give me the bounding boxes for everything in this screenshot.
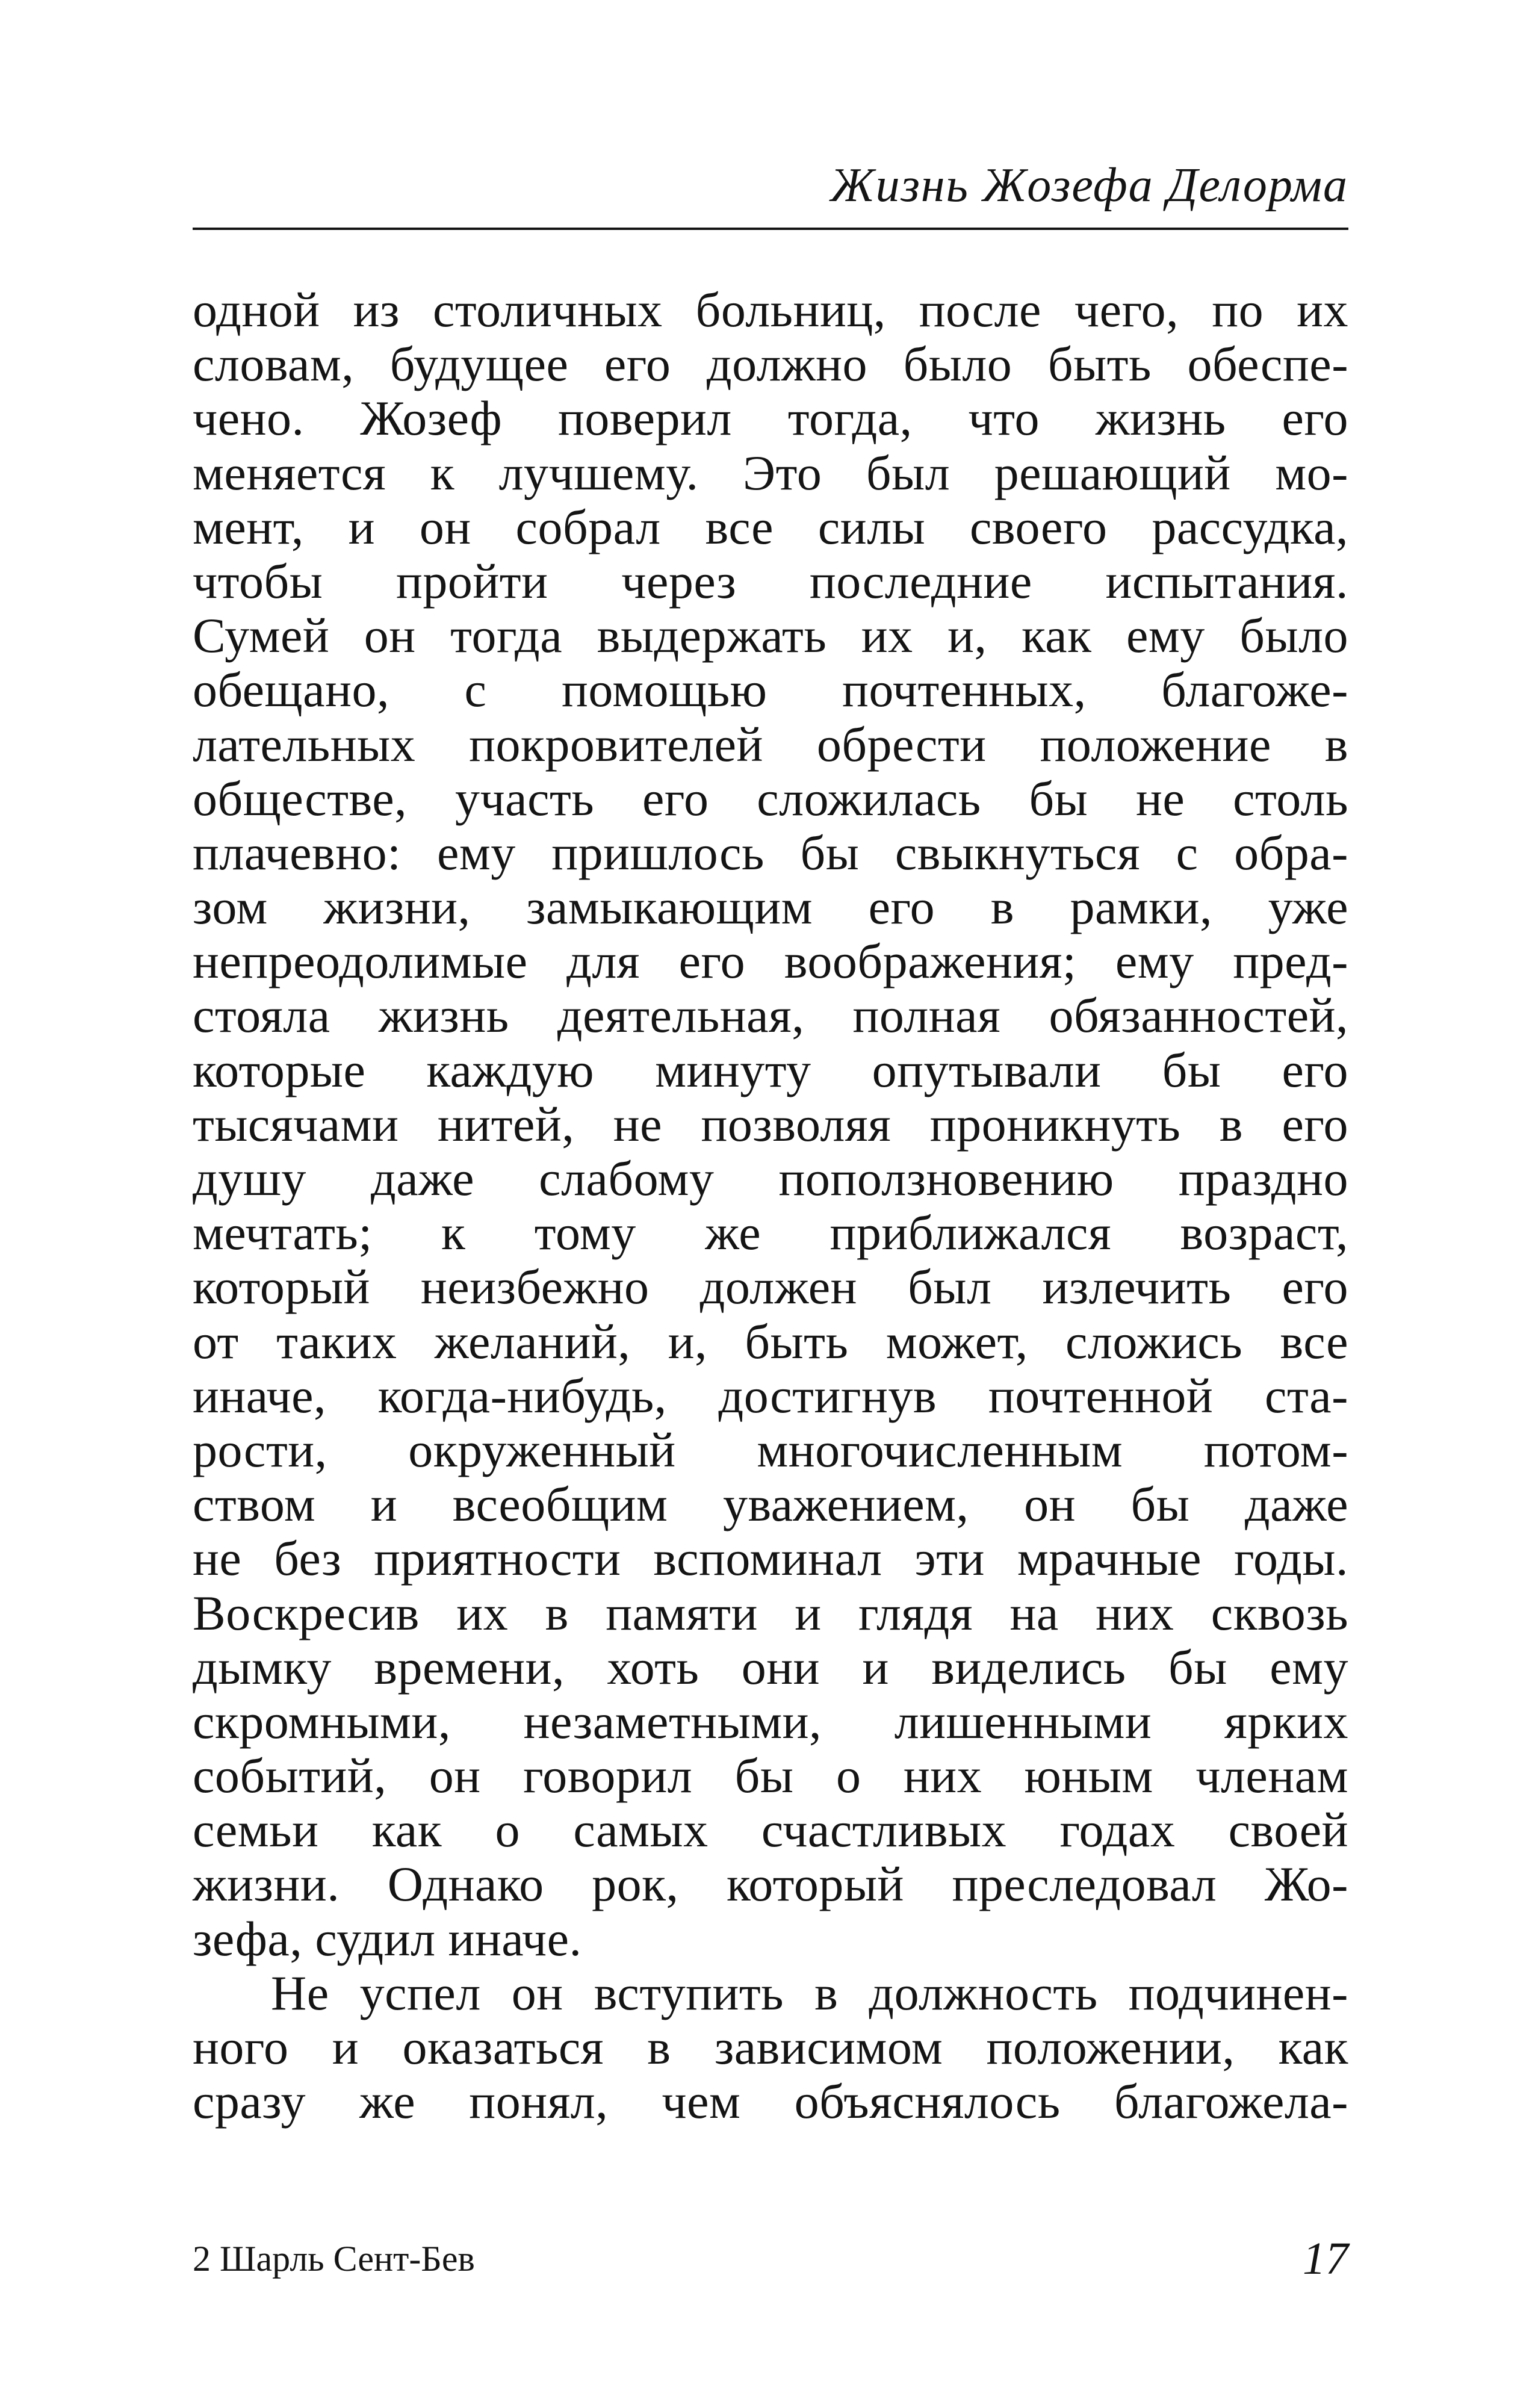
text-line: лательных покровителей обрести положение в (193, 716, 1348, 772)
text-line: рости, окруженный многочисленным потом- (193, 1422, 1348, 1477)
page-footer (193, 2235, 1348, 2283)
text-line: словам, будущее его должно было быть обеспе- (193, 337, 1348, 392)
text-line: событий, он говорил бы о них юным членам (193, 1748, 1348, 1804)
text-line: одной из столичных больниц, после чего, по их (193, 282, 1348, 337)
text-line: обещано, с помощью почтенных, благоже- (193, 662, 1348, 718)
header-rule (193, 228, 1348, 230)
text-line: которые каждую минуту опутывали бы его (193, 1042, 1348, 1097)
text-line: сразу же понял, чем объяснялось благожела- (193, 2074, 1348, 2129)
text-line: скромными, незаметными, лишенными ярких (193, 1693, 1348, 1749)
text-line: меняется к лучшему. Это был решающий мо- (193, 445, 1348, 500)
text-line: стояла жизнь деятельная, полная обязанностей, (193, 988, 1348, 1043)
text-line: не без приятности вспоминал эти мрачные годы. (193, 1531, 1348, 1586)
running-head-title: Жизнь Жозефа Делорма (830, 159, 1348, 212)
text-line: который неизбежно должен был излечить его (193, 1259, 1348, 1315)
text-line: дымку времени, хоть они и виделись бы ему (193, 1639, 1348, 1695)
printer-signature: 2 Шарль Сент-Бев (193, 2239, 475, 2279)
text-line: мечтать; к тому же приближался возраст, (193, 1205, 1348, 1261)
text-line: зом жизни, замыкающим его в рамки, уже (193, 880, 1348, 935)
text-line: от таких желаний, и, быть может, сложись все (193, 1314, 1348, 1369)
text-line: обществе, участь его сложилась бы не столь (193, 771, 1348, 826)
text-line: семьи как о самых счастливых годах своей (193, 1802, 1348, 1858)
text-line: жизни. Однако рок, который преследовал Жо- (193, 1857, 1348, 1912)
text-line: чтобы пройти через последние испытания. (193, 553, 1348, 609)
text-line: ного и оказаться в зависимом положении, как (193, 2020, 1348, 2074)
text-line: плачевно: ему пришлось бы свыкнуться с обра- (193, 825, 1348, 880)
text-line: мент, и он собрал все силы своего рассудка, (193, 499, 1348, 554)
page-number: 17 (1303, 2233, 1348, 2284)
text-line: зефа, судил иначе. (193, 1911, 582, 1966)
text-line: иначе, когда-нибудь, достигнув почтенной ста- (193, 1368, 1348, 1423)
text-line: непреодолимые для его воображения; ему пред- (193, 934, 1348, 989)
text-line: тысячами нитей, не позволяя проникнуть в его (193, 1096, 1348, 1152)
text-line: Не успел он вступить в должность подчинен- (271, 1965, 1348, 2020)
text-line: чено. Жозеф поверил тогда, что жизнь его (193, 391, 1348, 446)
text-line: Воскресив их в памяти и глядя на них сквозь (193, 1585, 1348, 1640)
body-text (193, 283, 1348, 2129)
text-line: душу даже слабому поползновению праздно (193, 1151, 1348, 1206)
text-line: ством и всеобщим уважением, он бы даже (193, 1477, 1348, 1532)
text-line: Сумей он тогда выдержать их и, как ему было (193, 608, 1348, 663)
